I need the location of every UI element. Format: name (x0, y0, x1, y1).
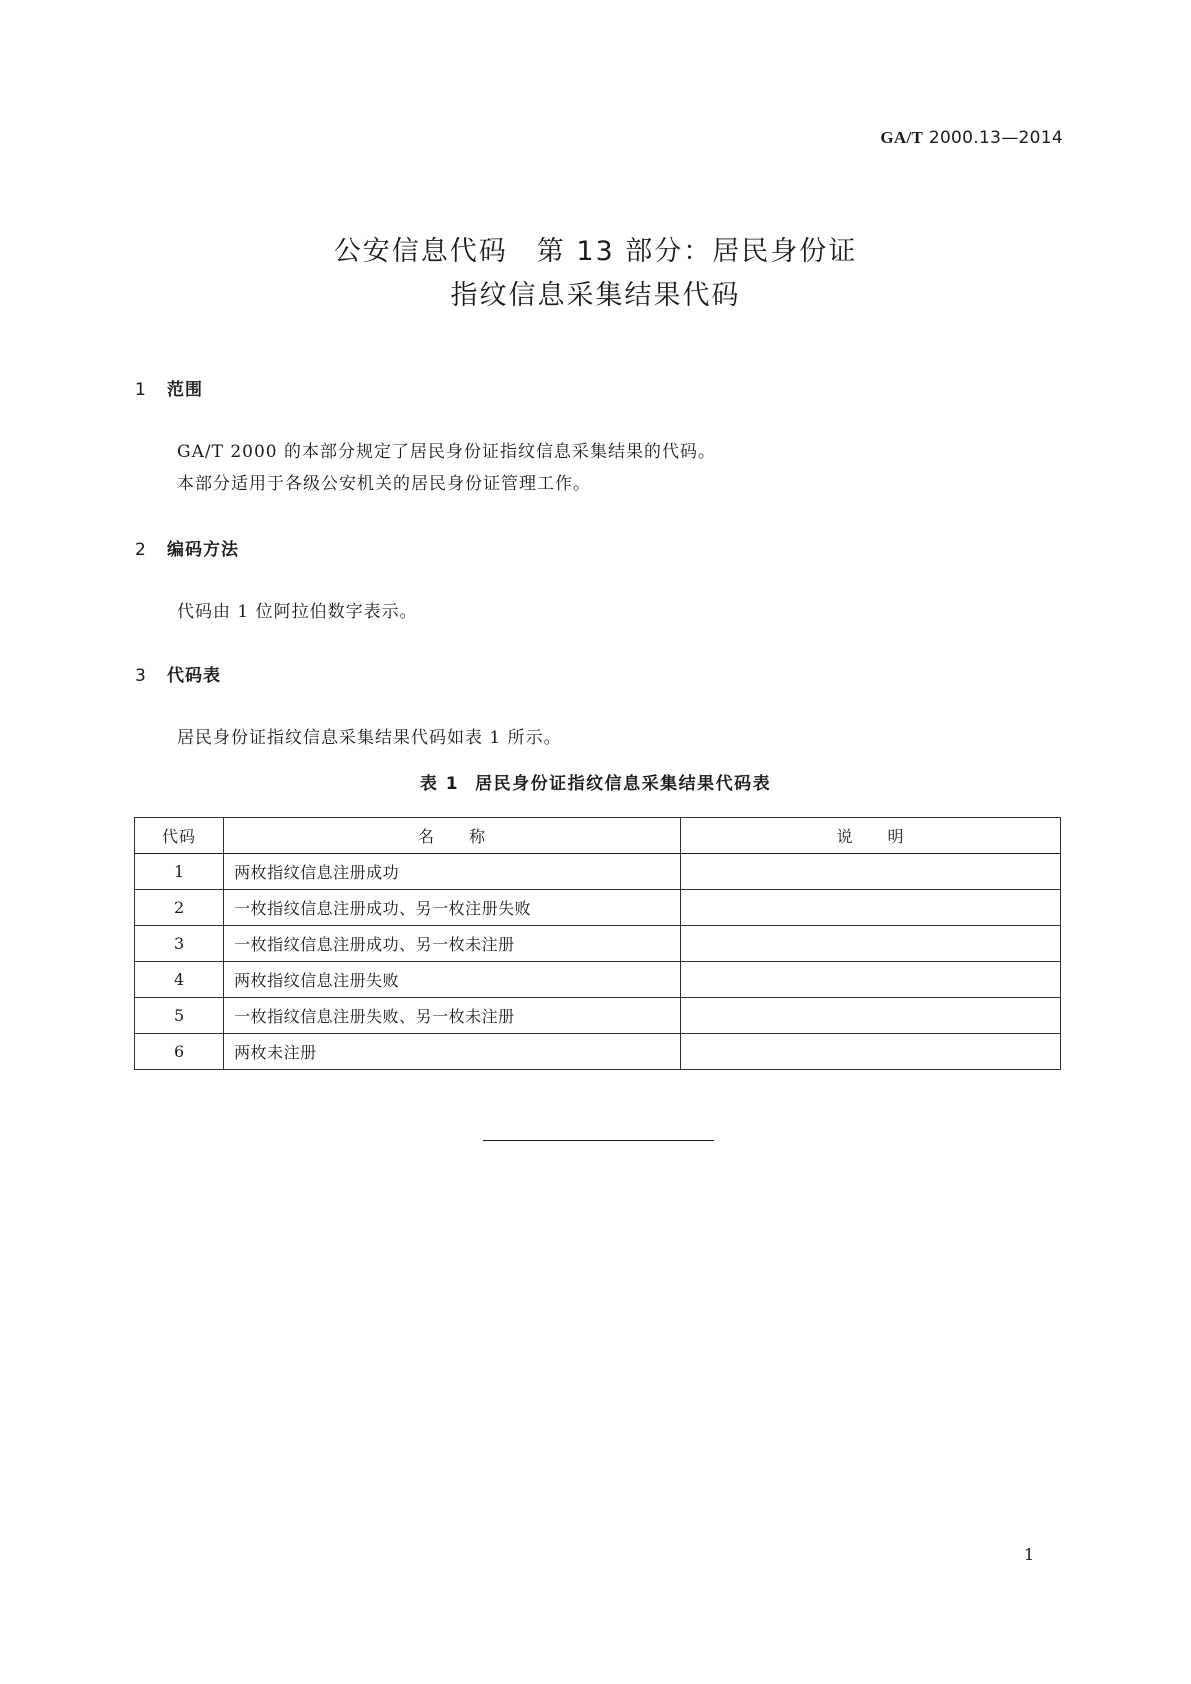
cell-description (680, 1034, 1060, 1070)
cell-code: 3 (135, 926, 224, 962)
cell-name: 两枚指纹信息注册成功 (224, 854, 681, 890)
cell-code: 2 (135, 890, 224, 926)
standard-prefix: GA/T (880, 128, 924, 147)
section-title: 范围 (167, 380, 203, 400)
page-number: 1 (1024, 1545, 1035, 1564)
table-row (135, 962, 1061, 998)
cell-name: 两枚未注册 (224, 1034, 681, 1070)
end-rule (483, 1140, 714, 1141)
section-heading-code-table (135, 661, 221, 686)
section-number: 2 (135, 540, 147, 560)
header-code: 代码 (135, 818, 224, 854)
table-row (135, 998, 1061, 1034)
table-caption (0, 769, 1191, 794)
section-title: 代码表 (167, 666, 221, 686)
cell-name: 两枚指纹信息注册失败 (224, 962, 681, 998)
table-row (135, 1034, 1061, 1070)
code-table (134, 817, 1061, 1070)
table-header-row (135, 818, 1061, 854)
paragraph: 代码由 1 位阿拉伯数字表示。 (177, 602, 418, 622)
cell-code: 6 (135, 1034, 224, 1070)
table-row (135, 890, 1061, 926)
section-heading-scope (135, 375, 203, 400)
table-row (135, 854, 1061, 890)
cell-code: 1 (135, 854, 224, 890)
title-line-2: 指纹信息采集结果代码 (450, 280, 741, 311)
section-heading-coding-method (135, 535, 239, 560)
cell-name: 一枚指纹信息注册成功、另一枚注册失败 (224, 890, 681, 926)
section-number: 3 (135, 666, 147, 686)
section-number: 1 (135, 380, 147, 400)
cell-description (680, 926, 1060, 962)
table-caption-title: 居民身份证指纹信息采集结果代码表 (475, 774, 772, 794)
table-caption-label: 表 1 (419, 774, 460, 794)
standard-number (880, 128, 1063, 148)
cell-description (680, 890, 1060, 926)
paragraph: GA/T 2000 的本部分规定了居民身份证指纹信息采集结果的代码。 (177, 442, 716, 462)
cell-code: 4 (135, 962, 224, 998)
document-title (0, 230, 1191, 318)
cell-description (680, 962, 1060, 998)
standard-code: 2000.13—2014 (928, 128, 1063, 148)
cell-name: 一枚指纹信息注册成功、另一枚未注册 (224, 926, 681, 962)
section-title: 编码方法 (167, 540, 239, 560)
cell-description (680, 854, 1060, 890)
header-name: 名 称 (224, 818, 681, 854)
cell-description (680, 998, 1060, 1034)
title-line-1: 公安信息代码 第 13 部分：居民身份证 (333, 236, 858, 267)
table-row (135, 926, 1061, 962)
paragraph: 居民身份证指纹信息采集结果代码如表 1 所示。 (177, 728, 562, 748)
cell-code: 5 (135, 998, 224, 1034)
paragraph: 本部分适用于各级公安机关的居民身份证管理工作。 (177, 474, 591, 494)
header-description: 说 明 (680, 818, 1060, 854)
cell-name: 一枚指纹信息注册失败、另一枚未注册 (224, 998, 681, 1034)
